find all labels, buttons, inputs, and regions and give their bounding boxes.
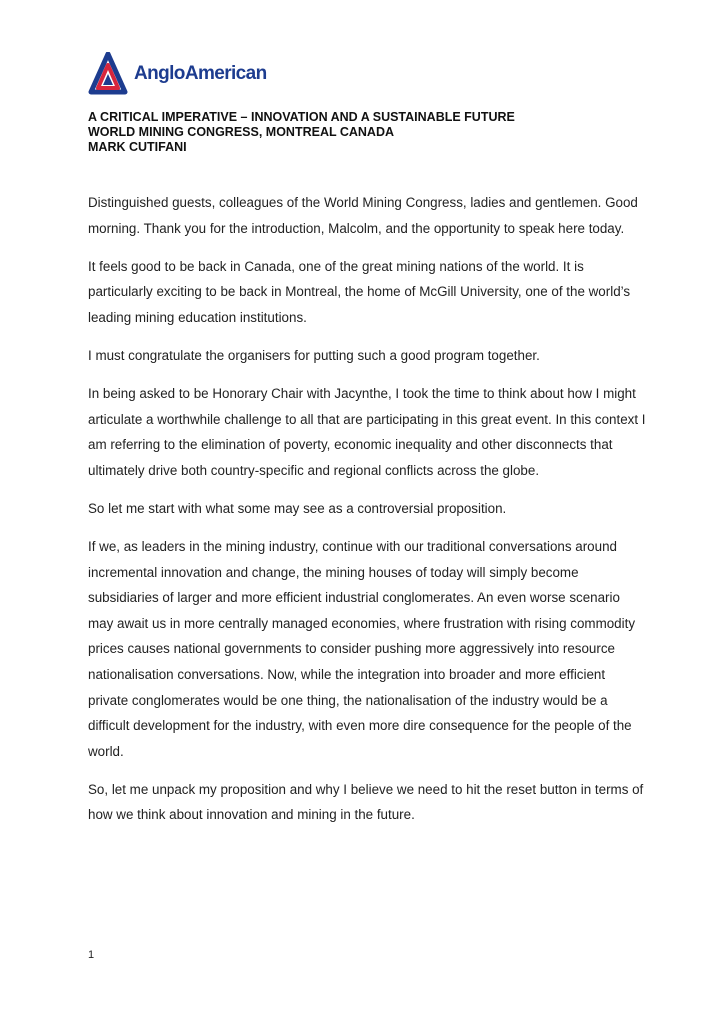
speech-title: A CRITICAL IMPERATIVE – INNOVATION AND A SUSTAINABLE FUTURE [88, 110, 515, 124]
paragraph: So let me start with what some may see as a controversial proposition. [88, 500, 507, 516]
anglo-american-emblem-icon [88, 52, 128, 96]
page-number: 1 [88, 949, 95, 961]
paragraph: Distinguished guests, colleagues of the World Mining Congress, ladies and gentlemen. Good morning. Thank you for the introduction, Malcolm, and the opportunity to speak here today. [88, 195, 638, 236]
paragraph: So, let me unpack my proposition and why I believe we need to hit the reset button in terms of how we think about innovation and mining in the future. [88, 781, 644, 823]
paragraph: If we, as leaders in the mining industry, continue with our traditional conversations around incremental innovation and change, the mining houses of today will simply become subsidiaries of larger and more efficient industrial conglomerates. An even worse scenario may await us in more centrally managed economies, where frustration with rising commodity prices causes national governments to consider pushing more aggressively into resource nationalisation conversations. Now, while the integration into broader and more efficient private conglomerates would be one thing, the nationalisation of the industry would be a difficult development for the industry, with even more dire consequence for the people of the world. [88, 539, 636, 759]
speech-heading [88, 110, 648, 155]
paragraph: In being asked to be Honorary Chair with Jacynthe, I took the time to think about how I might articulate a worthwhile challenge to all that are participating in this great event. In this context I am referring to the elimination of poverty, economic inequality and other disconnects that ultimately drive both country-specific and regional conflicts across the globe. [88, 386, 646, 478]
company-logo [88, 52, 267, 96]
speech-body [88, 190, 648, 841]
speaker-name: MARK CUTIFANI [88, 140, 187, 154]
paragraph: I must congratulate the organisers for putting such a good program together. [88, 347, 540, 363]
event-name: WORLD MINING CONGRESS, MONTREAL CANADA [88, 125, 395, 139]
paragraph: It feels good to be back in Canada, one of the great mining nations of the world. It is particularly exciting to be back in Montreal, the home of McGill University, one of the world’s leading mining education institutions. [88, 258, 631, 325]
logo-wordmark: AngloAmerican [134, 63, 267, 84]
